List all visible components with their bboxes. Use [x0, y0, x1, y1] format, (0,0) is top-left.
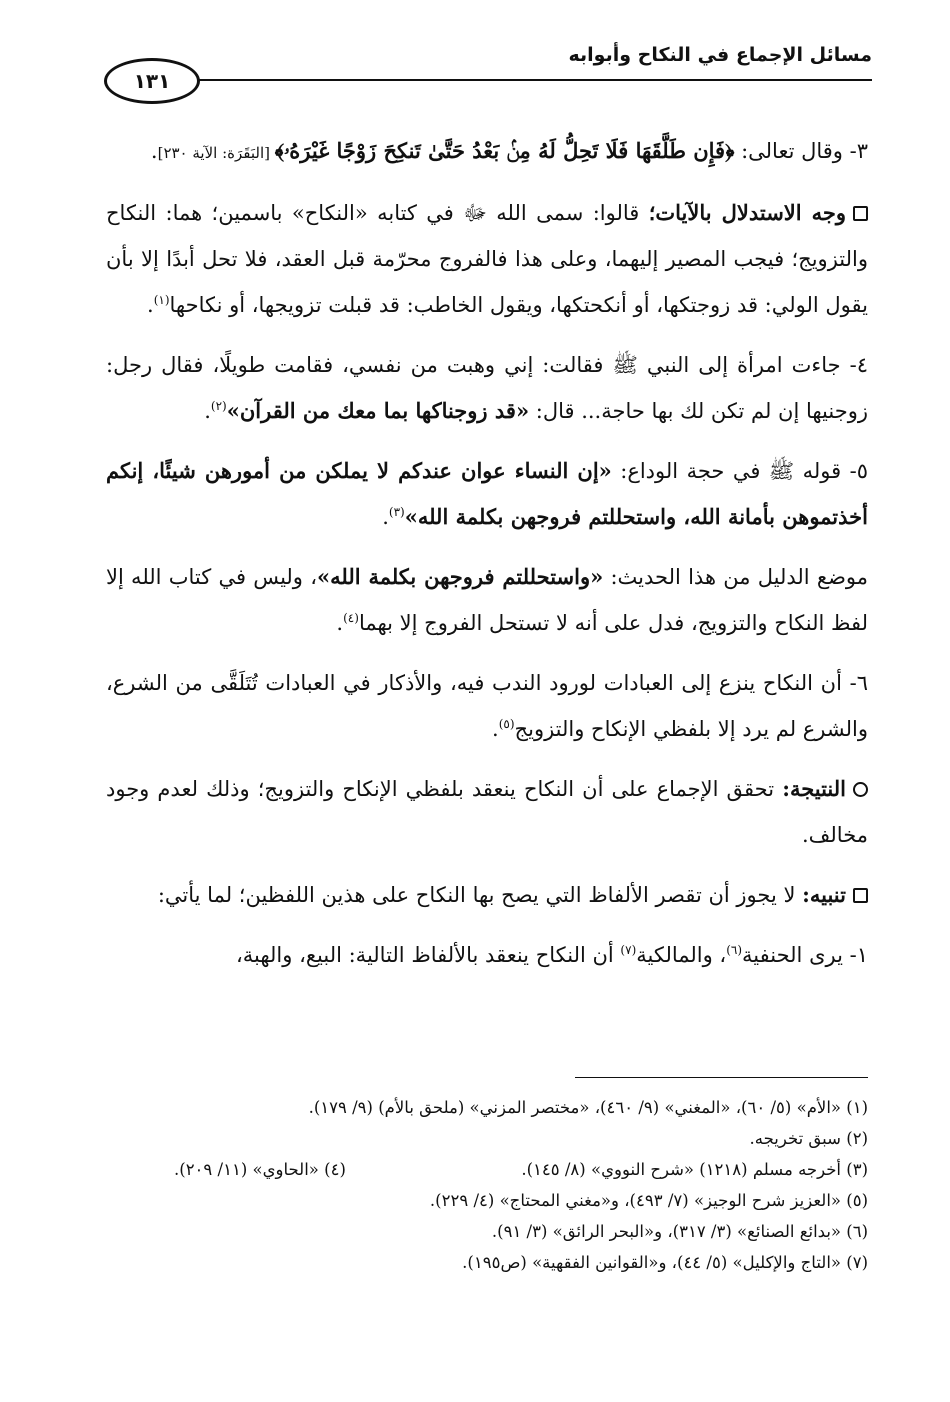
footnotes — [106, 1092, 868, 1278]
footnote-ref-6[interactable]: (٦) — [726, 943, 743, 957]
paragraph-text: تحقق الإجماع على أن النكاح ينعقد بلفظي الإنكاح والتزويج؛ وذلك لعدم وجود مخالف. — [106, 777, 868, 847]
paragraph-text: ٣- وقال تعالى: — [734, 139, 868, 163]
footnote-ref-3[interactable]: (٣) — [388, 505, 405, 519]
square-bullet-icon — [853, 206, 868, 221]
verse-reference: [البَقَرَة: الآية ٢٣٠] — [157, 144, 275, 162]
footnote-ref-5[interactable]: (٥) — [498, 717, 515, 731]
circle-bullet-icon — [853, 782, 868, 797]
footnote-2: (٢) سبق تخريجه. — [749, 1129, 868, 1148]
paragraph-text: ٤- جاءت امرأة إلى النبي ﷺ فقالت: إني وهبت من نفسي، فقامت طويلًا، فقال رجل: زوجنيها إن لم تكن لك بها حاجة... قال: — [106, 353, 868, 423]
main-text — [106, 128, 868, 992]
footnote-5: (٥) «العزيز شرح الوجيز» (٧/ ٤٩٣)، و«مغني المحتاج» (٤/ ٢٢٩). — [429, 1191, 868, 1210]
paragraph-text: ٦- أن النكاح ينزع إلى العبادات لورود الندب فيه، والأذكار في العبادات تُتَلَقَّى من الشرع، والشرع لم يرد إلا بلفظي الإنكاح والتزويج — [106, 671, 868, 741]
paragraph-text: ١- يرى الحنفية — [742, 943, 868, 967]
paragraph-verse-3 — [106, 128, 868, 176]
paragraph-text: قالوا: سمى الله ﷻ في كتابه «النكاح» باسمين؛ هما: النكاح والتزويج؛ فيجب المصير إليهما، وعلى هذا فالفروج محرّمة قبل العقد، فلا تحل أبدًا إلا بأن يقول الولي: قد زوجتكها، أو أنكحتكها، ويقول الخاطب: قد قبلت تزويجها، أو نكاحها — [106, 201, 868, 317]
paragraph-text: ٥- قوله ﷺ في حجة الوداع: — [611, 459, 868, 483]
paragraph-inference — [106, 190, 868, 328]
page-number: ١٣١ — [104, 58, 200, 104]
footnote-7: (٧) «التاج والإكليل» (٥/ ٤٤)، و«القوانين الفقهية» (ص١٩٥). — [462, 1253, 868, 1272]
footnote-row-3-4 — [106, 1154, 868, 1185]
footnote-ref-7[interactable]: (٧) — [620, 943, 637, 957]
footnote-4: (٤) «الحاوي» (١١/ ٢٠٩). — [174, 1160, 346, 1179]
result-heading: النتيجة: — [782, 776, 846, 801]
paragraph-text: أن النكاح ينعقد بالألفاظ التالية: البيع، والهبة، — [235, 943, 621, 967]
paragraph-result — [106, 766, 868, 858]
paragraph-end: . — [147, 293, 154, 317]
paragraph-evidence-4 — [106, 342, 868, 434]
footnote-ref-2[interactable]: (٢) — [210, 399, 227, 413]
paragraph-end: . — [150, 139, 158, 163]
section-heading: وجه الاستدلال بالآيات؛ — [648, 200, 846, 225]
footnote-rule — [575, 1077, 868, 1078]
header-rule — [186, 79, 872, 81]
paragraph-evidence-5 — [106, 448, 868, 540]
paragraph-end: . — [336, 611, 344, 635]
paragraph-end: . — [492, 717, 499, 741]
paragraph-text: ، وليس في كتاب الله إلا لفظ النكاح والتزويج، فدل على أنه لا تستحل الفروج إلا بهما — [106, 565, 868, 635]
footnote-ref-4[interactable]: (٤) — [343, 611, 359, 625]
hadith-quote: «إن النساء عوان عندكم لا يملكن من أمورهن شيئًا، إنكم أخذتموهن بأمانة الله، واستحللتم فروجهن بكلمة الله» — [106, 458, 868, 529]
paragraph-end: . — [382, 505, 389, 529]
paragraph-evidence-6 — [106, 660, 868, 752]
paragraph-point-1 — [106, 932, 868, 978]
hadith-quote: «قد زوجناكها بما معك من القرآن» — [226, 398, 530, 423]
paragraph-evidence-point — [106, 554, 868, 646]
notice-heading: تنبيه: — [802, 882, 846, 907]
hadith-quote: «واستحللتم فروجهن بكلمة الله» — [316, 564, 604, 589]
square-bullet-icon — [853, 888, 868, 903]
quran-verse: ﴿فَإِن طَلَّقَهَا فَلَا تَحِلُّ لَهُ مِنۢ بَعْدُ حَتَّىٰ تَنكِحَ زَوْجًا غَيْرَهُۥ﴾ — [274, 138, 735, 163]
running-title: مسائل الإجماع في النكاح وأبوابه — [568, 44, 872, 66]
footnote-ref-1[interactable]: (١) — [153, 293, 170, 307]
paragraph-text: لا يجوز أن تقصر الألفاظ التي يصح بها النكاح على هذين اللفظين؛ لما يأتي: — [157, 883, 803, 907]
paragraph-text: موضع الدليل من هذا الحديث: — [603, 565, 869, 589]
footnote-1: (١) «الأم» (٥/ ٦٠)، «المغني» (٩/ ٤٦٠)، «مختصر المزني» (ملحق بالأم) (٩/ ١٧٩). — [308, 1098, 868, 1117]
paragraph-text: ، والمالكية — [636, 943, 727, 967]
footnote-6: (٦) «بدائع الصنائع» (٣/ ٣١٧)، و«البحر الرائق» (٣/ ٩١). — [491, 1222, 868, 1241]
paragraph-end: . — [204, 399, 211, 423]
footnote-3: (٣) أخرجه مسلم (١٢١٨) «شرح النووي» (٨/ ١٤٥). — [521, 1160, 868, 1179]
paragraph-notice — [106, 872, 868, 918]
